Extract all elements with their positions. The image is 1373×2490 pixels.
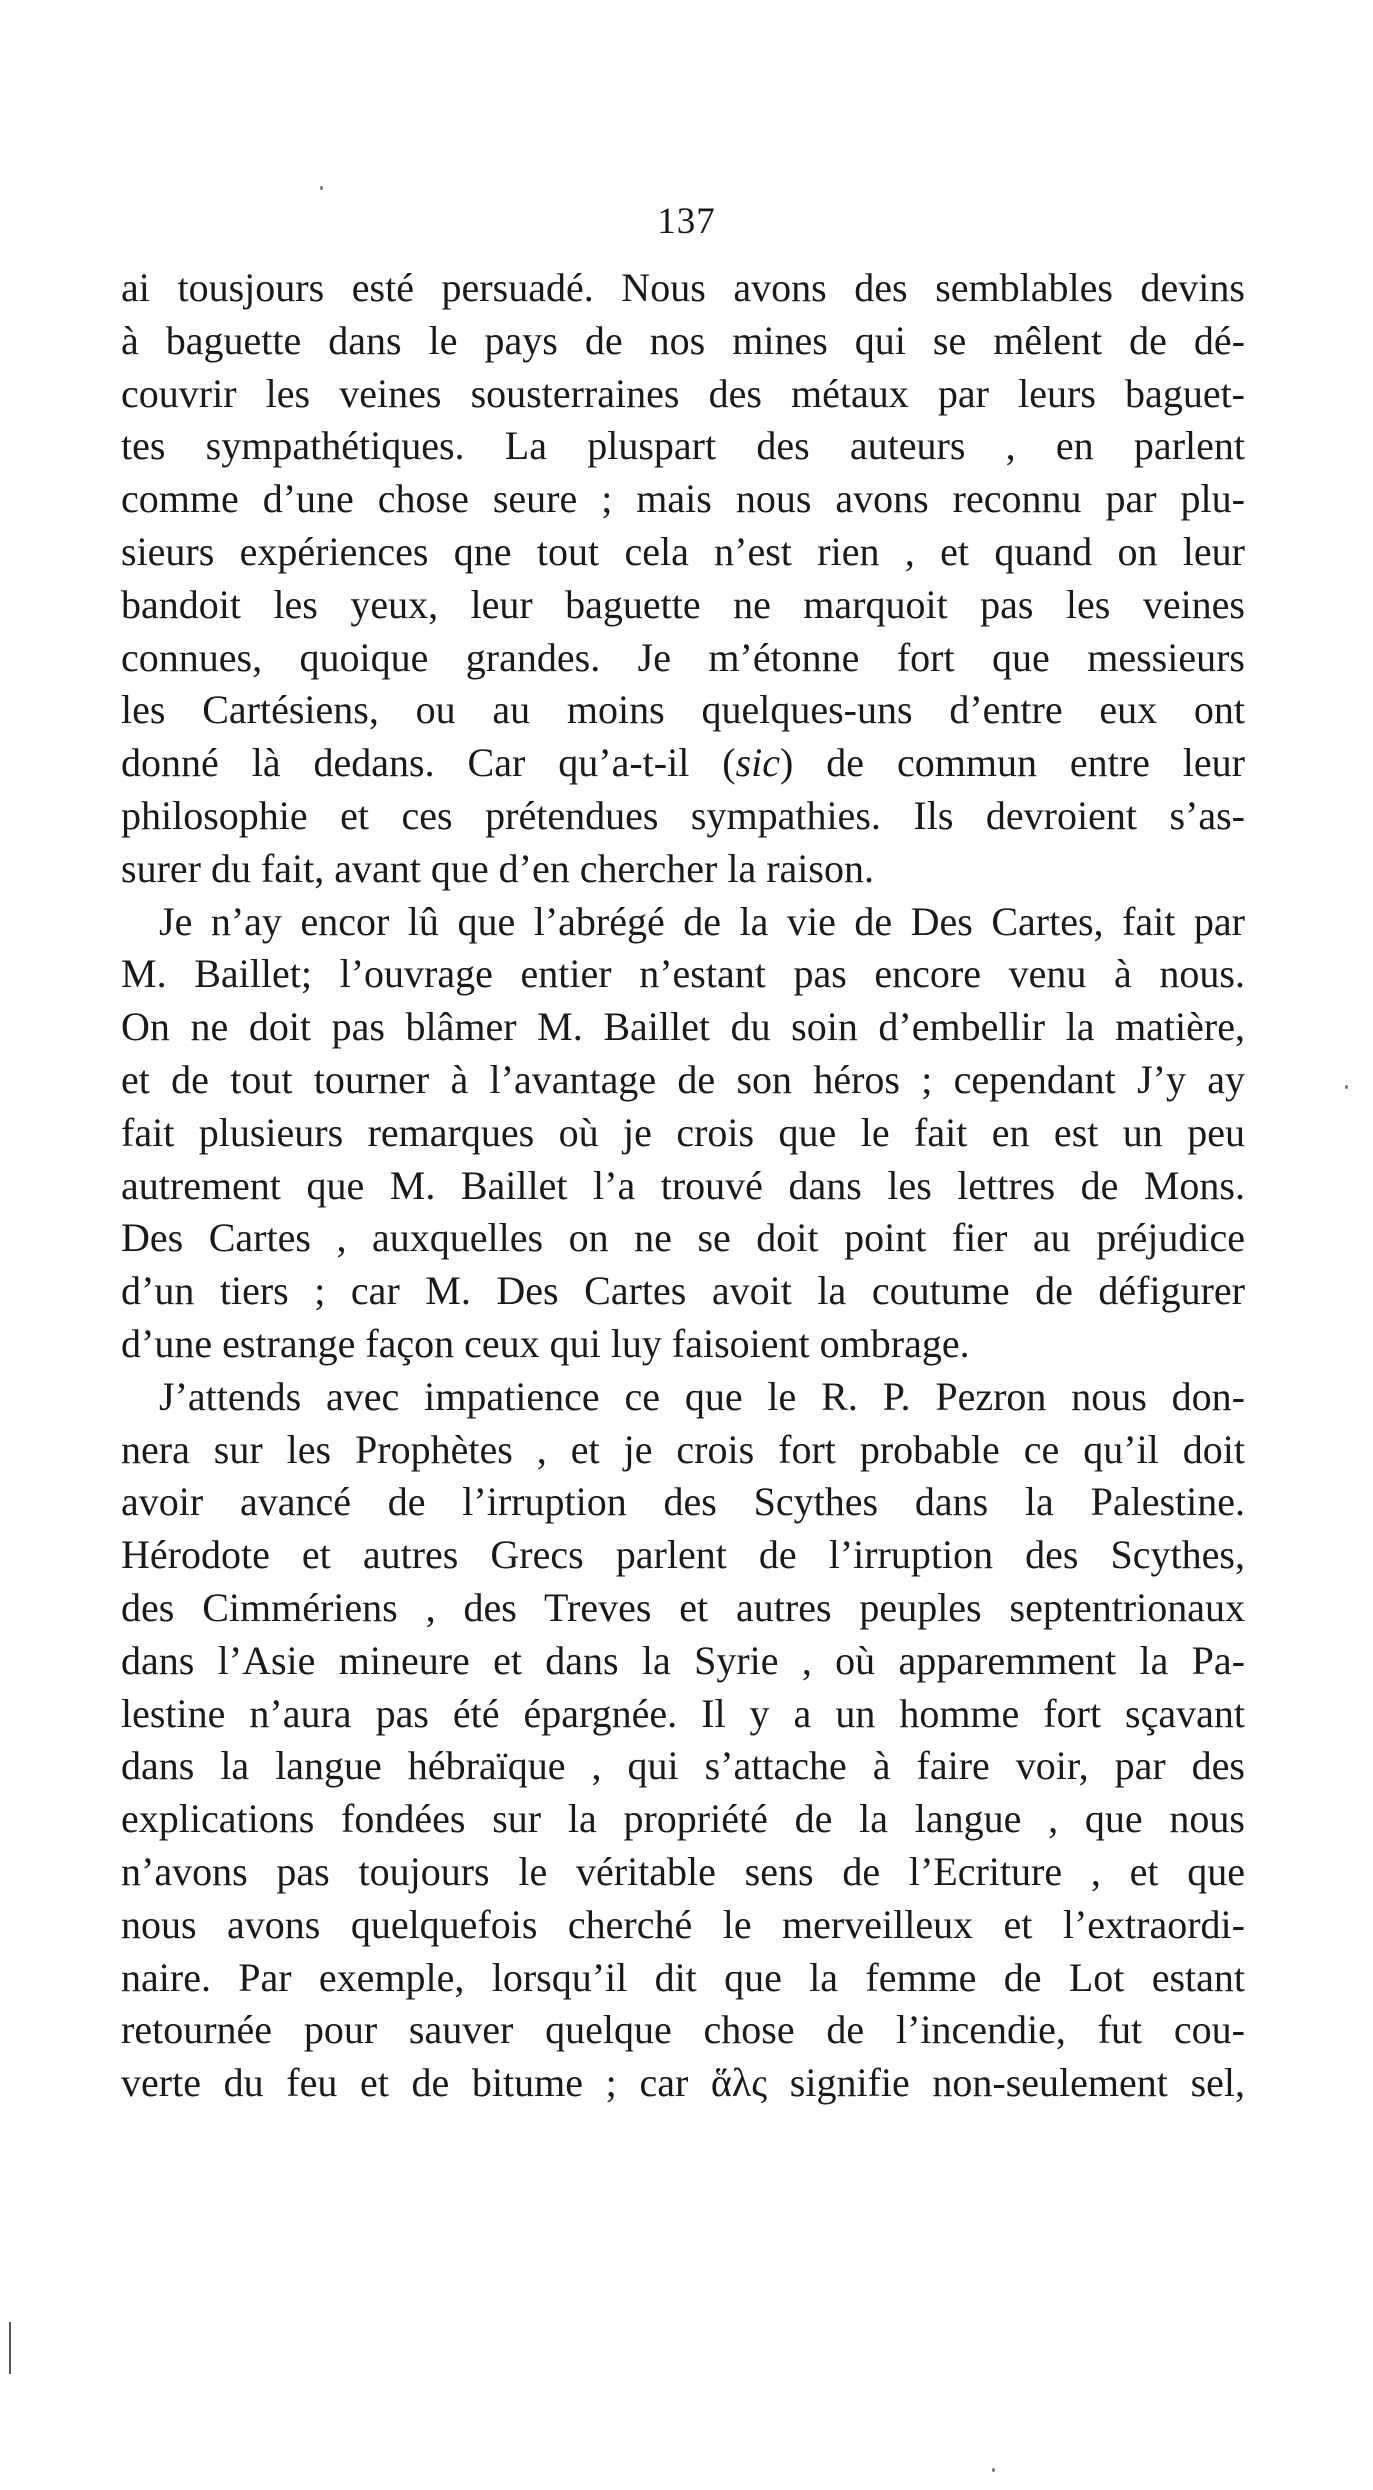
body-text	[121, 262, 1245, 2110]
text-line: retournée pour sauver quelque chose de l’incendie, fut cou-	[121, 2007, 1245, 2053]
text-line: Hérodote et autres Grecs parlent de l’irruption des Scythes,	[121, 1532, 1245, 1578]
text-line: M. Baillet; l’ouvrage entier n’estant pas encore venu à nous.	[121, 951, 1245, 997]
text-line: des Cimmériens , des Treves et autres peuples septentrionaux	[121, 1584, 1245, 1630]
paragraph-1	[121, 262, 1245, 896]
text-line: tes sympathétiques. La pluspart des auteurs , en parlent	[121, 423, 1245, 469]
text-line: sieurs expériences qne tout cela n’est rien , et quand on leur	[121, 528, 1245, 574]
text-line: fait plusieurs remarques où je crois que le fait en est un peu	[121, 1109, 1245, 1155]
margin-mark	[9, 2322, 11, 2374]
text-line: J’attends avec impatience ce que le R. P. Pezron nous don-	[159, 1373, 1245, 1419]
text-line: verte du feu et de bitume ; car ἅλς signifie non-seulement sel,	[121, 2060, 1245, 2106]
text-line: à baguette dans le pays de nos mines qui se mêlent de dé-	[121, 317, 1245, 363]
paragraph-3	[121, 1371, 1245, 2110]
text-line: ai tousjours esté persuadé. Nous avons des semblables devins	[121, 265, 1245, 310]
text-line: naire. Par exemple, lorsqu’il dit que la femme de Lot estant	[121, 1954, 1245, 2000]
text-line: d’une estrange façon ceux qui luy faisoient ombrage.	[121, 1320, 970, 1366]
text-line: explications fondées sur la propriété de la langue , que nous	[121, 1796, 1245, 1842]
paragraph-2	[121, 896, 1245, 1371]
text-line: et de tout tourner à l’avantage de son héros ; cependant J’y ay	[121, 1056, 1245, 1102]
text-line: lestine n’aura pas été épargnée. Il y a un homme fort sçavant	[121, 1690, 1245, 1736]
ink-speck	[320, 186, 323, 190]
text-line: couvrir les veines sousterraines des métaux par leurs baguet-	[121, 370, 1245, 416]
text-line: n’avons pas toujours le véritable sens de l’Ecriture , et que	[121, 1848, 1245, 1894]
text-line: d’un tiers ; car M. Des Cartes avoit la coutume de défigurer	[121, 1268, 1245, 1314]
text-line: dans la langue hébraïque , qui s’attache à faire voir, par des	[121, 1743, 1245, 1789]
text-line: nous avons quelquefois cherché le merveilleux et l’extraordi-	[121, 1901, 1245, 1947]
ink-speck	[1345, 1085, 1348, 1089]
text-line: donné là dedans. Car qu’a-t-il (sic) de commun entre leur	[121, 740, 1245, 786]
text-line: nera sur les Prophètes , et je crois fort probable ce qu’il doit	[121, 1426, 1245, 1472]
text-line: les Cartésiens, ou au moins quelques-uns d’entre eux ont	[121, 687, 1245, 733]
text-line: Des Cartes , auxquelles on ne se doit point fier au préjudice	[121, 1215, 1245, 1261]
sic-annotation: sic	[735, 740, 781, 786]
text-line: avoir avancé de l’irruption des Scythes dans la Palestine.	[121, 1479, 1245, 1525]
text-line: bandoit les yeux, leur baguette ne marquoit pas les veines	[121, 581, 1245, 627]
page-number: 137	[657, 201, 716, 242]
text-line: autrement que M. Baillet l’a trouvé dans les lettres de Mons.	[121, 1162, 1245, 1208]
text-line: surer du fait, avant que d’en chercher la raison.	[121, 845, 874, 891]
ink-speck	[992, 2468, 995, 2472]
text-line: philosophie et ces prétendues sympathies. Ils devroient s’as-	[121, 792, 1245, 838]
text-line: On ne doit pas blâmer M. Baillet du soin d’embellir la matière,	[121, 1004, 1245, 1050]
text-line: Je n’ay encor lû que l’abrégé de la vie de Des Cartes, fait par	[159, 898, 1245, 944]
text-line: connues, quoique grandes. Je m’étonne fort que messieurs	[121, 634, 1245, 680]
text-line: comme d’une chose seure ; mais nous avons reconnu par plu-	[121, 476, 1245, 522]
text-line: dans l’Asie mineure et dans la Syrie , où apparemment la Pa-	[121, 1637, 1245, 1683]
